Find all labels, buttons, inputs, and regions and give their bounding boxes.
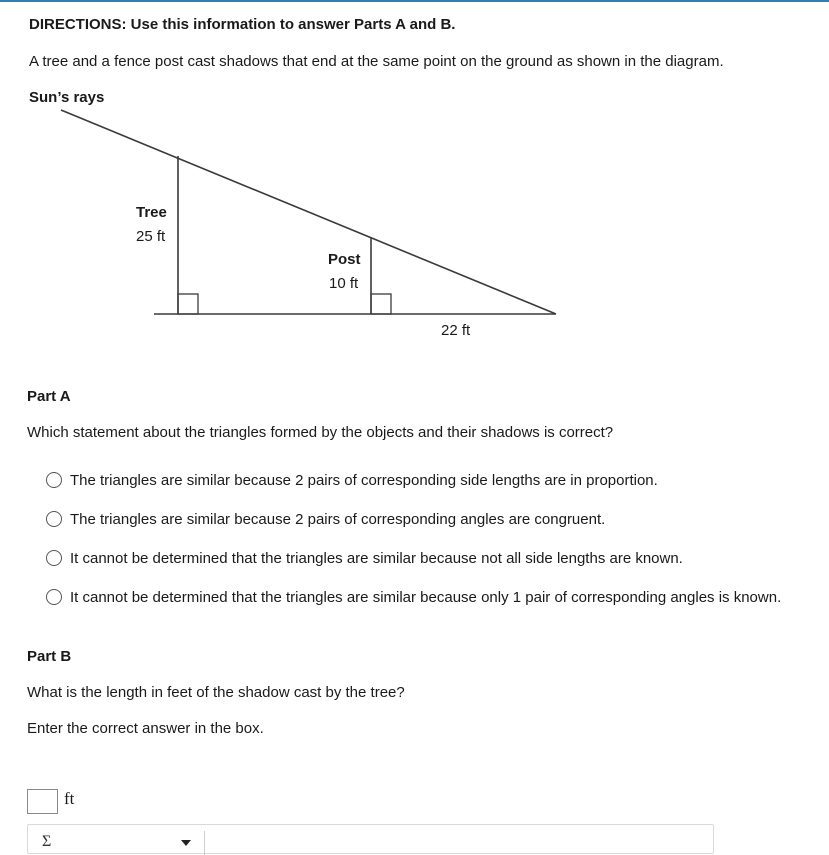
suns-rays-label: Sun’s rays [29, 89, 105, 106]
post-height-label: 10 ft [329, 275, 359, 292]
tree-right-angle-marker [178, 294, 198, 314]
part-b-instruction: Enter the correct answer in the box. [27, 720, 264, 737]
sigma-icon[interactable]: Σ [42, 833, 52, 850]
answer-option-3[interactable] [46, 547, 683, 569]
tree-height-label: 25 ft [136, 228, 166, 245]
answer-option-4[interactable] [46, 586, 781, 608]
post-right-angle-marker [371, 294, 391, 314]
part-a-heading: Part A [27, 388, 71, 405]
dropdown-caret-icon[interactable] [181, 840, 191, 846]
post-label: Post [328, 251, 361, 268]
answer-option-2[interactable] [46, 508, 605, 530]
answer-option-label: It cannot be determined that the triangles are similar because only 1 pair of corresponding angles is known. [70, 588, 782, 606]
intro-text: A tree and a fence post cast shadows that end at the same point on the ground as shown in the diagram. [29, 53, 724, 70]
part-a-question: Which statement about the triangles formed by the objects and their shadows is correct? [27, 424, 614, 441]
radio-button-icon[interactable] [46, 472, 62, 488]
post-shadow-label: 22 ft [441, 322, 471, 339]
math-input-toolbar [27, 824, 714, 854]
toolbar-divider [204, 831, 205, 855]
part-b-question: What is the length in feet of the shadow cast by the tree? [27, 684, 405, 701]
unit-label: ft [64, 789, 75, 808]
directions-text: DIRECTIONS: Use this information to answer Parts A and B. [29, 16, 456, 33]
shadow-diagram [0, 0, 829, 360]
answer-option-label: It cannot be determined that the triangles are similar because not all side lengths are known. [70, 549, 683, 567]
radio-button-icon[interactable] [46, 550, 62, 566]
radio-button-icon[interactable] [46, 589, 62, 605]
part-b-heading: Part B [27, 648, 72, 665]
answer-option-label: The triangles are similar because 2 pairs of corresponding angles are congruent. [70, 510, 606, 528]
shadow-length-answer-input[interactable] [27, 789, 58, 814]
tree-label: Tree [136, 204, 167, 221]
radio-button-icon[interactable] [46, 511, 62, 527]
answer-option-label: The triangles are similar because 2 pairs of corresponding side lengths are in proportion. [70, 471, 658, 489]
answer-option-1[interactable] [46, 469, 658, 491]
